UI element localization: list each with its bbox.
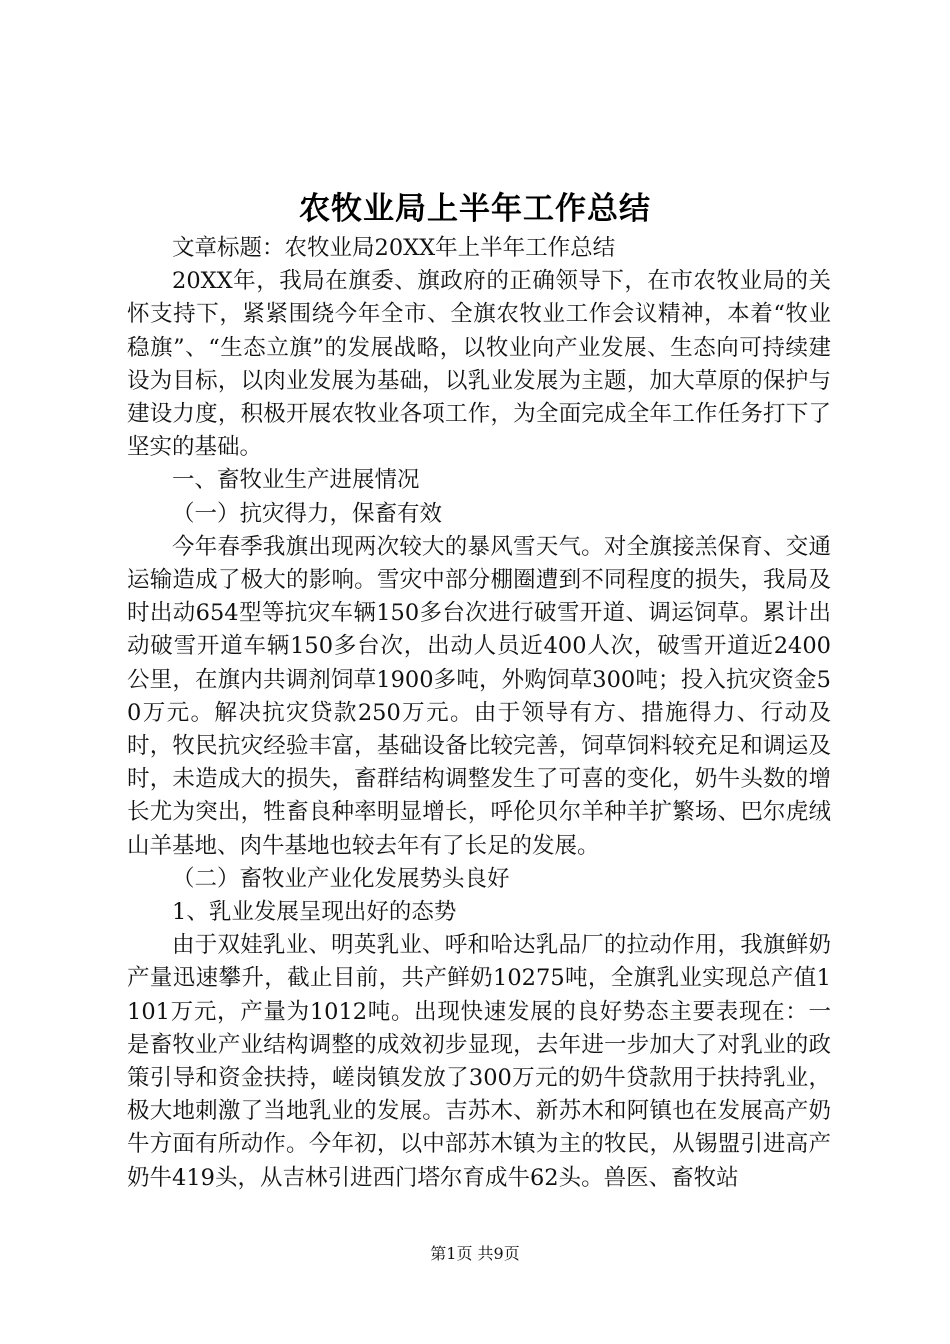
article-title-line: 文章标题：农牧业局20XX年上半年工作总结 <box>172 235 616 261</box>
document-body <box>127 232 831 1195</box>
dairy-paragraph: 由于双娃乳业、明英乳业、呼和哈达乳品厂的拉动作用，我旗鲜奶产量迅速攀升，截止目前，共产鲜奶10275吨，全旗乳业实现总产值1101万元，产量为1012吨。出现快速发展的良好势态主要表现在：一是畜牧业产业结构调整的成效初步显现，去年进一步加大了对乳业的政策引导和资金扶持，嵯岗镇发放了300万元的奶牛贷款用于扶持乳业，极大地刺激了当地乳业的发展。吉苏木、新苏木和阿镇也在发展高产奶牛方面有所动作。今年初，以中部苏木镇为主的牧民，从锡盟引进高产奶牛419头，从吉林引进西门塔尔育成牛62头。兽医、畜牧站 <box>127 932 831 1191</box>
item-heading-1: 1、乳业发展呈现出好的态势 <box>172 899 457 926</box>
document-title: 农牧业局上半年工作总结 <box>299 191 651 227</box>
page-footer: 第1页 共9页 <box>430 1244 520 1263</box>
subsection-heading-2: （二）畜牧业产业化发展势头良好 <box>172 865 510 892</box>
intro-paragraph: 20XX年，我局在旗委、旗政府的正确领导下，在市农牧业局的关怀支持下，紧紧围绕今年全市、全旗农牧业工作会议精神，本着“牧业稳旗”、“生态立旗”的发展战略，以牧业向产业发展、生态向可持续建设为目标，以肉业发展为基础，以乳业发展为主题，加大草原的保护与建设力度，积极开展农牧业各项工作，为全面完成全年工作任务打下了坚实的基础。 <box>127 268 831 461</box>
section-heading-1: 一、畜牧业生产进展情况 <box>172 467 420 494</box>
subsection-heading-1: （一）抗灾得力，保畜有效 <box>172 500 443 527</box>
disaster-relief-paragraph: 今年春季我旗出现两次较大的暴风雪天气。对全旗接羔保育、交通运输造成了极大的影响。雪灾中部分棚圈遭到不同程度的损失，我局及时出动654型等抗灾车辆150多台次进行破雪开道、调运饲草。累计出动破雪开道车辆150多台次，出动人员近400人次，破雪开道近2400公里，在旗内共调剂饲草1900多吨，外购饲草300吨；投入抗灾资金50万元。解决抗灾贷款250万元。由于领导有方、措施得力、行动及时，牧民抗灾经验丰富，基础设备比较完善，饲草饲料较充足和调运及时，未造成大的损失，畜群结构调整发生了可喜的变化，奶牛头数的增长尤为突出，牲畜良种率明显增长，呼伦贝尔羊种羊扩繁场、巴尔虎绒山羊基地、肉牛基地也较去年有了长足的发展。 <box>127 533 831 859</box>
